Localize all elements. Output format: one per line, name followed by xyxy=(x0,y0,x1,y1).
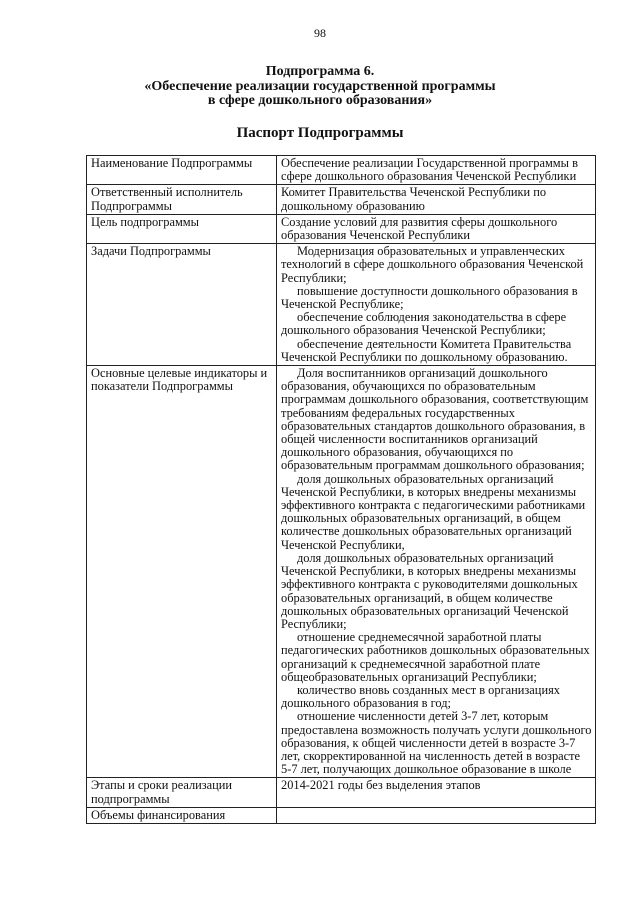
row-value xyxy=(277,156,596,185)
row-label: Цель подпрограммы xyxy=(87,214,277,243)
row-value xyxy=(277,214,596,243)
row-value-paragraph: Обеспечение реализации Государственной программы в сфере дошкольного образования Чеченской Республики xyxy=(281,156,578,184)
row-label: Ответственный исполнитель Подпрограммы xyxy=(87,185,277,214)
passport-title: Паспорт Подпрограммы xyxy=(236,125,404,141)
table-row xyxy=(87,366,596,778)
table-row xyxy=(87,244,596,366)
table-row xyxy=(87,807,596,823)
row-value-paragraph: отношение среднемесячной заработной платы педагогических работников дошкольных образовательных организаций к среднемесячной заработной плате общеобразовательных организаций Республики; xyxy=(281,630,590,684)
row-label: Основные целевые индикаторы и показатели Подпрограммы xyxy=(87,366,277,778)
row-value xyxy=(277,778,596,807)
row-value-paragraph: отношение численности детей 3-7 лет, которым предоставлена возможность получать услуги дошкольного образования, к общей численности детей в возрасте 3-7 лет, скорректированной на численность детей в возрасте 5-7 лет, получающих дошкольное образование в школе xyxy=(281,709,592,777)
table-row xyxy=(87,778,596,807)
table-row xyxy=(87,156,596,185)
row-label: Наименование Подпрограммы xyxy=(87,156,277,185)
row-value-paragraph: повышение доступности дошкольного образования в Чеченской Республике; xyxy=(281,283,578,312)
row-value-paragraph xyxy=(281,809,592,822)
row-value xyxy=(277,244,596,366)
row-value-paragraph: количество вновь созданных мест в организациях дошкольного образования в год; xyxy=(281,682,560,711)
table-row xyxy=(87,185,596,214)
row-value-paragraph: Модернизация образовательных и управленческих технологий в сфере дошкольного образования Чеченской Республики; xyxy=(281,244,584,285)
row-value xyxy=(277,807,596,823)
row-value-paragraph: 2014-2021 годы без выделения этапов xyxy=(281,778,481,793)
row-value xyxy=(277,185,596,214)
row-value-paragraph: Создание условий для развития сферы дошкольного образования Чеченской Республики xyxy=(281,214,558,243)
table-row xyxy=(87,214,596,243)
row-label: Задачи Подпрограммы xyxy=(87,244,277,366)
subprogram-number-heading: Подпрограмма 6. xyxy=(265,64,375,79)
row-value-paragraph: обеспечение деятельности Комитета Правительства Чеченской Республики по дошкольному образованию. xyxy=(281,336,572,364)
row-value-paragraph: доля дошкольных образовательных организаций Чеченской Республики, в которых внедрены механизмы эффективного контракта с руководителями дошкольных образовательных организаций, в общем количестве дошкольных образовательных организаций Чеченской Республики; xyxy=(281,550,578,631)
passport-table xyxy=(86,155,596,824)
row-value-paragraph: обеспечение соблюдения законодательства в сфере дошкольного образования Чеченской Республики; xyxy=(281,310,567,338)
page-number: 98 xyxy=(314,26,326,40)
row-label: Объемы финансирования xyxy=(87,807,277,823)
subprogram-title-line-1: «Обеспечение реализации государственной программы xyxy=(144,79,496,94)
row-value-paragraph: Комитет Правительства Чеченской Республики по дошкольному образованию xyxy=(281,185,547,213)
row-value xyxy=(277,366,596,778)
row-value-paragraph: доля дошкольных образовательных организаций Чеченской Республики, в которых внедрены механизмы эффективного контракта с педагогическими работниками дошкольных образовательных организаций, в общем количестве дошкольных образовательных организаций Чеченской Республики, xyxy=(281,471,586,552)
subprogram-title-line-2: в сфере дошкольного образования» xyxy=(207,93,433,108)
row-label: Этапы и сроки реализации подпрограммы xyxy=(87,778,277,807)
row-value-paragraph: Доля воспитанников организаций дошкольного образования, обучающихся по образовательным программам дошкольного образования, соответствующим требованиям федеральных государственных образовательных стандартов дошкольного образования, в общей численности воспитанников организаций дошкольного образования, обучающихся по образовательным программам дошкольного образования; xyxy=(281,366,589,473)
